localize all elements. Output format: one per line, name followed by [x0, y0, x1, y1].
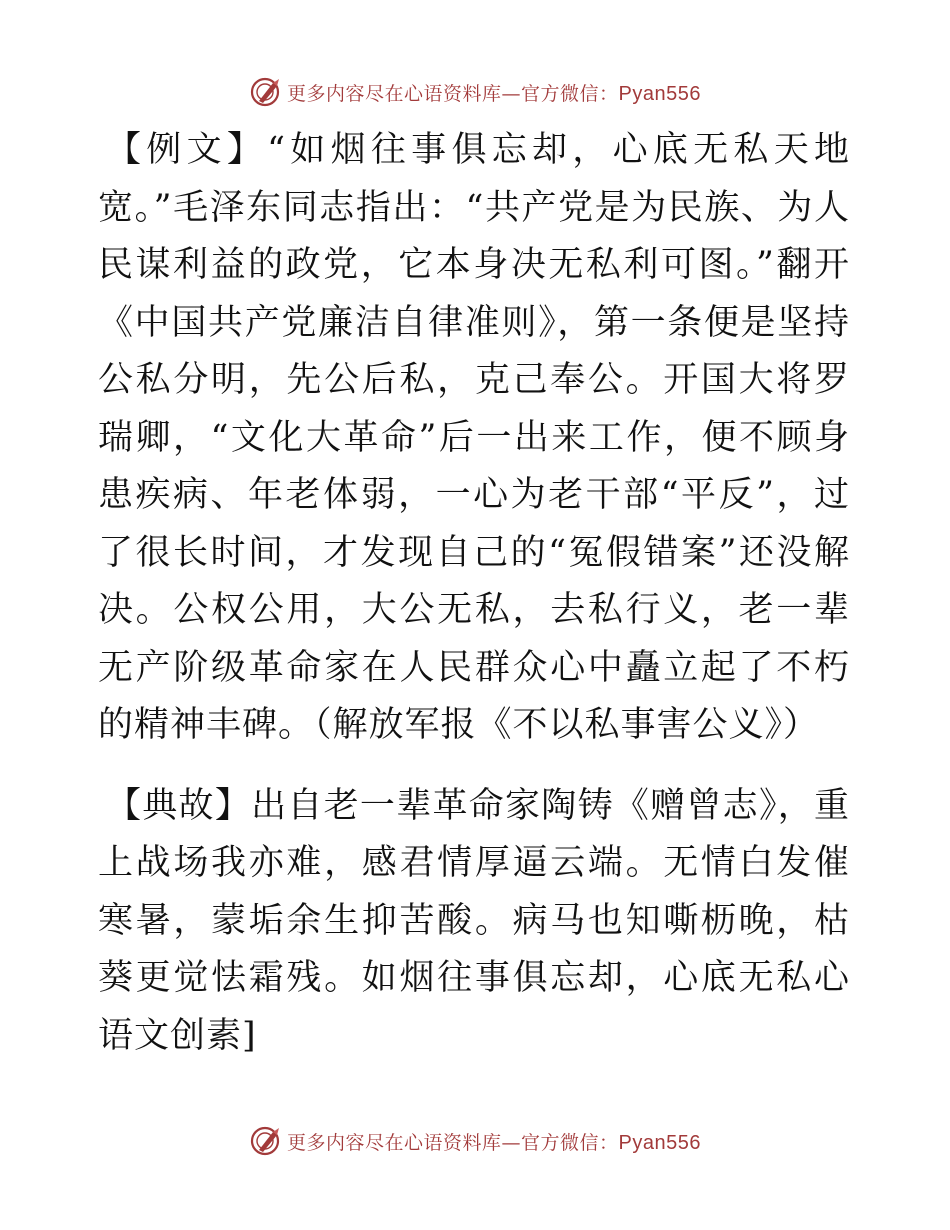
pen-nib-circle-logo-icon	[249, 1124, 283, 1158]
footer-wechat-handle: Pyan556	[618, 1131, 701, 1154]
pen-nib-circle-logo-icon	[249, 75, 283, 109]
footer-banner	[0, 1121, 950, 1161]
allusion-paragraph: 【典故】出自老一辈革命家陶铸《赠曾志》，重上战场我亦难，感君情厚逼云端。无情白发催寒暑，蒙垢余生抑苦酸。病马也知嘶枥晚，枯葵更觉怯霜残。如烟往事俱忘却，心底无私心语文创素]	[98, 785, 850, 1056]
header-banner-text: 更多内容尽在心语资料库—官方微信：Pyan556	[287, 82, 701, 105]
header-wechat-handle: Pyan556	[618, 82, 701, 105]
header-banner	[0, 72, 950, 112]
document-body	[98, 122, 850, 1065]
example-paragraph: 【例文】“如烟往事俱忘却，心底无私天地宽。”毛泽东同志指出：“共产党是为民族、为人民谋利益的政党，它本身决无私利可图。”翻开《中国共产党廉洁自律准则》，第一条便是坚持公私分明，先公后私，克己奉公。开国大将罗瑞卿，“文化大革命”后一出来工作，便不顾身患疾病、年老体弱，一心为老干部“平反”，过了很长时间，才发现自己的“冤假错案”还没解决。公权公用，大公无私，去私行义，老一辈无产阶级革命家在人民群众心中矗立起了不朽的精神丰碑。（解放军报《不以私事害公义》）	[98, 130, 850, 745]
footer-banner-text: 更多内容尽在心语资料库—官方微信：Pyan556	[287, 1131, 701, 1154]
